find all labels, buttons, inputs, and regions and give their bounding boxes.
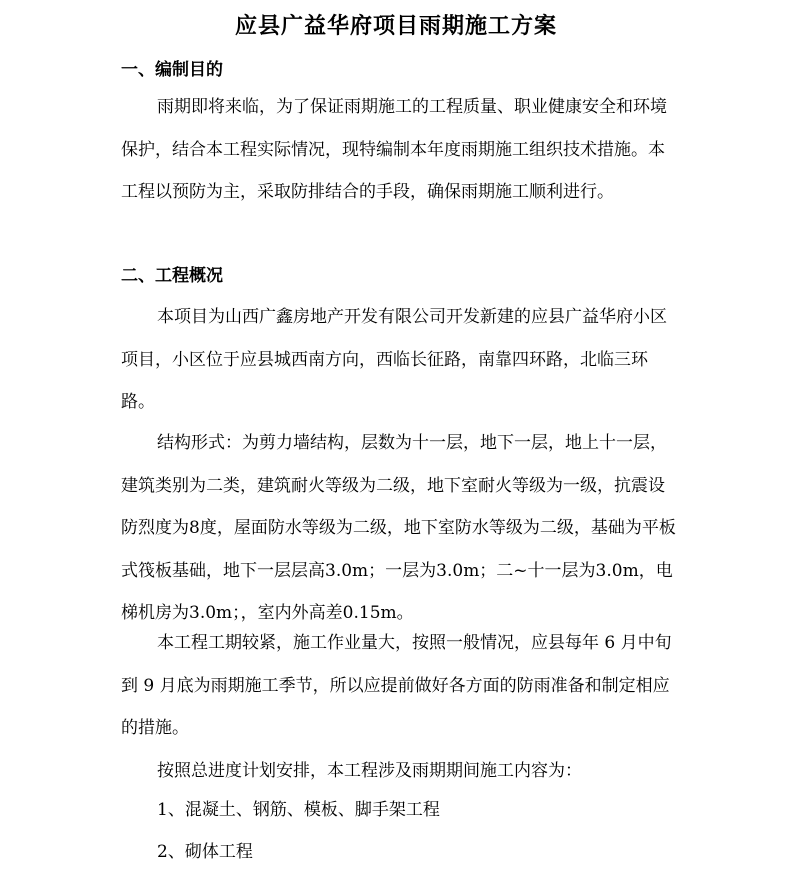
paragraph-project-location-text: 本项目为山西广鑫房地产开发有限公司开发新建的应县广益华府小区项目，小区位于应县城西南方向，西临长征路，南靠四环路，北临三环路。 [121,307,667,412]
document-title: 应县广益华府项目雨期施工方案 [234,13,557,39]
paragraph-schedule [121,622,681,750]
list-item-concrete: 1、混凝土、钢筋、模板、脚手架工程 [157,800,440,820]
paragraph-schedule-text: 本工程工期较紧，施工作业量大，按照一般情况，应县每年 6 月中旬到 9 月底为雨期施工季节，所以应提前做好各方面的防雨准备和制定相应的措施。 [121,633,672,738]
paragraph-purpose-text: 雨期即将来临，为了保证雨期施工的工程质量、职业健康安全和环境保护，结合本工程实际情况，现特编制本年度雨期施工组织技术措施。本工程以预防为主，采取防排结合的手段，确保雨期施工顺利进行。 [121,97,667,202]
paragraph-project-location [121,296,681,424]
section-heading-purpose: 一、编制目的 [121,60,223,80]
paragraph-rainy-scope [121,750,681,793]
section-heading-overview: 二、工程概况 [121,266,223,286]
paragraph-rainy-scope-text: 按照总进度计划安排，本工程涉及雨期期间施工内容为： [157,761,582,781]
paragraph-structure [121,422,681,635]
paragraph-structure-text: 结构形式：为剪力墙结构，层数为十一层，地下一层，地上十一层，建筑类别为二类，建筑耐火等级为二级，地下室耐火等级为一级，抗震设防烈度为8度，屋面防水等级为二级，地下室防水等级为二级，基础为平板式筏板基础，地下一层层高3.0m；一层为3.0m；二~十一层为3.0m，电梯机房为3.0m；，室内外高差0.15m。 [121,433,676,623]
paragraph-purpose [121,86,681,214]
list-item-masonry: 2、砌体工程 [157,842,253,862]
